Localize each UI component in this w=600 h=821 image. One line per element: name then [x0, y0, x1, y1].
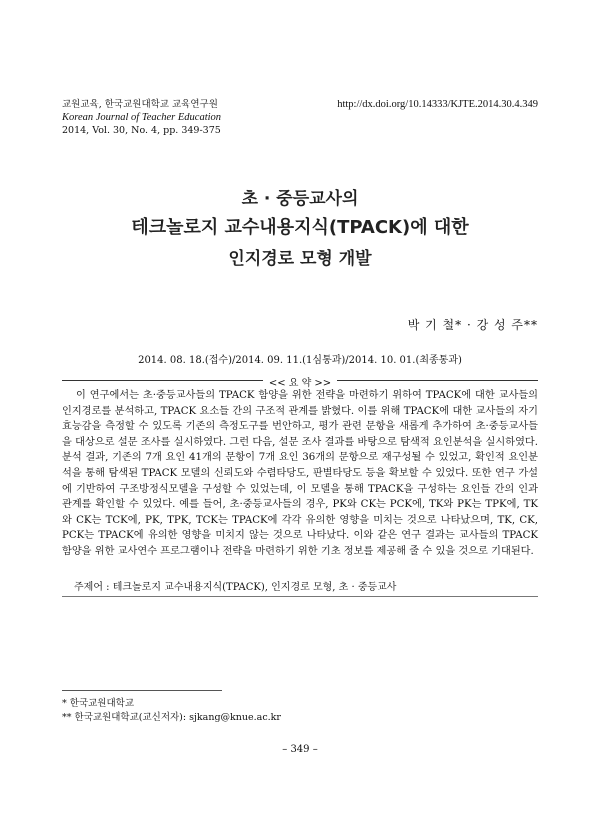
title-line-1: 초 · 중등교사의 [241, 189, 359, 209]
footnote-affiliation-1: * 한국교원대학교 [62, 698, 135, 709]
page-number: – 349 – [282, 744, 318, 755]
journal-korean-name: 교원교육, 한국교원대학교 교육연구원 [62, 99, 218, 110]
title-line-2: 테크놀로지 교수내용지식(TPACK)에 대한 [131, 217, 469, 238]
doi-link[interactable]: http://dx.doi.org/10.14333/KJTE.2014.30.4.349 [337, 99, 538, 110]
authors: 박 기 철* · 강 성 주** [407, 318, 538, 332]
abstract-label-text: << 요 약 >> [263, 378, 337, 389]
journal-english-name: Korean Journal of Teacher Education [62, 112, 222, 123]
title-line-3: 인지경로 모형 개발 [228, 249, 372, 269]
keywords: 주제어 : 테크놀로지 교수내용지식(TPACK), 인지경로 모형, 초 · 중등교사 [74, 582, 397, 593]
issue-info: 2014, Vol. 30, No. 4, pp. 349-375 [62, 125, 221, 136]
footnote-rule [62, 690, 222, 691]
journal-header [62, 98, 312, 137]
footnote-affiliation-2: ** 한국교원대학교(교신저자): sjkang@knue.ac.kr [62, 712, 281, 723]
abstract-body: 이 연구에서는 초·중등교사들의 TPACK 함양을 위한 전략을 마련하기 위하여 TPACK에 대한 교사들의 인지경로를 분석하고, TPACK 요소들 간의 구조적 관계를 밝혔다. 이를 위해 TPACK에 대한 교사들의 자기효능감을 측정할 수 있도록 기존의 측정도구를 번안하고, 평가 관련 문항을 새롭게 추가하여 초·중등교사들을 대상으로 설문 조사를 실시하였다. 그런 다음, 설문 조사 결과를 바탕으로 탐색적 요인분석을 실시하였다. 분석 결과, 기존의 7개 요인 41개의 문항이 7개 요인 36개의 문항으로 재구성될 수 있었고, 확인적 요인분석을 통해 탐색된 TPACK 모델의 신뢰도와 수렴타당도, 판별타당도 등을 확보할 수 있었다. 또한 연구 가설에 기반하여 구조방정식모델을 구성할 수 있었는데, 이 모델을 통해 TPACK을 구성하는 요인들 간의 인과 관계를 확인할 수 있었다. 예를 들어, 초·중등교사들의 경우, PK와 CK는 PCK에, TK와 PK는 TPK에, TK와 CK는 TCK에, PK, TPK, TCK는 TPACK에 각각 유의한 영향을 미치는 것으로 나타났으며, TK, CK, PCK는 TPACK에 유의한 영향을 미치지 않는 것으로 나타났다. 이와 같은 연구 결과는 교사들의 TPACK 함양을 위한 교사연수 프로그램이나 전략을 마련하기 위한 기초 정보를 제공해 줄 수 있을 것으로 기대된다. [62, 390, 538, 557]
submission-dates: 2014. 08. 18.(접수)/2014. 09. 11.(1심통과)/2014. 10. 01.(최종통과) [138, 355, 462, 366]
abstract-label [0, 374, 600, 389]
keywords-bottom-rule [62, 596, 538, 597]
